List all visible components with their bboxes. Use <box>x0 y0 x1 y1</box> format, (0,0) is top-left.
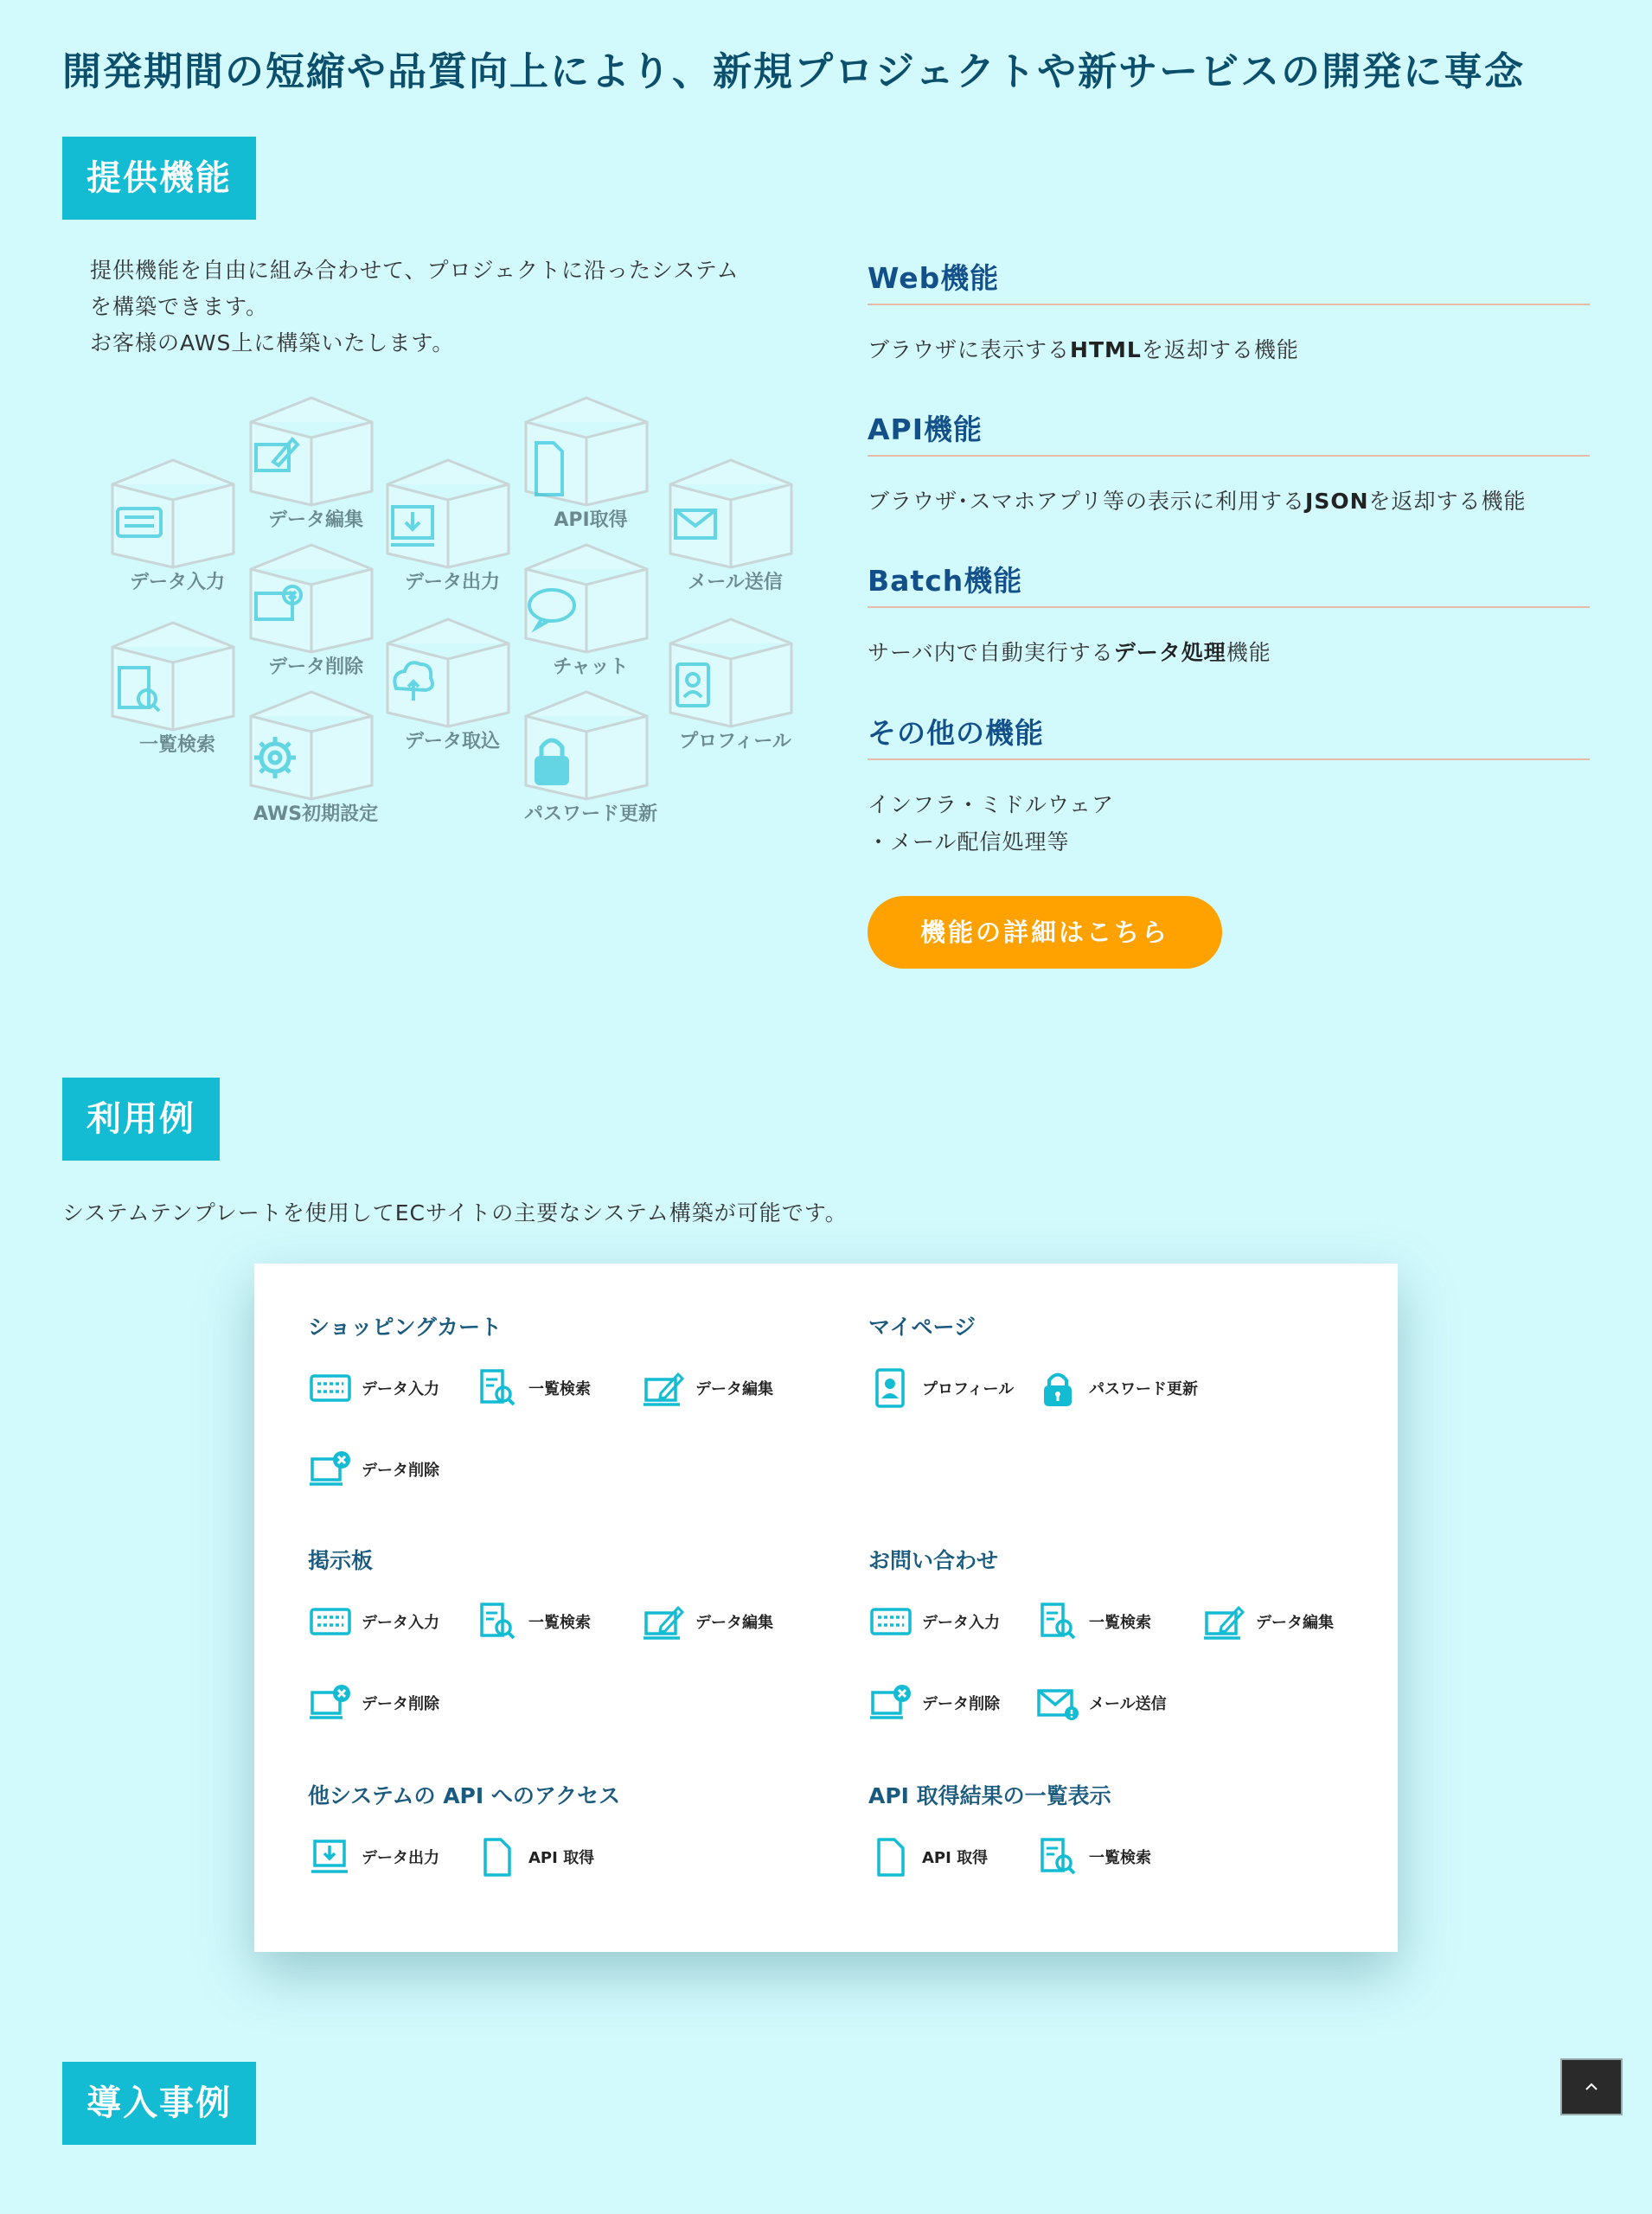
usage-item: データ編集 <box>1202 1596 1369 1648</box>
section-label-features: 提供機能 <box>62 137 256 220</box>
usage-group-external-api <box>308 1779 827 1912</box>
cube-mail-send <box>662 457 800 604</box>
document-icon <box>868 1836 913 1878</box>
usage-examples-card <box>254 1264 1398 1952</box>
usage-item: 一覧検索 <box>475 1362 642 1414</box>
feature-title: Batch機能 <box>868 559 1590 608</box>
cube-data-input <box>104 457 242 604</box>
usage-group-title: マイページ <box>868 1315 976 1340</box>
cube-profile <box>662 616 800 763</box>
intro-line: 提供機能を自由に組み合わせて、プロジェクトに沿ったシステム <box>90 258 740 283</box>
usage-item: データ入力 <box>868 1596 1035 1648</box>
cube-api-get <box>517 394 656 541</box>
usage-item: メール送信 <box>1035 1677 1202 1729</box>
cube-data-output <box>379 457 517 604</box>
feature-api <box>868 407 1590 520</box>
edit-icon <box>642 1601 687 1642</box>
section-label-cases: 導入事例 <box>62 2062 256 2145</box>
feature-description: ブラウザに表示するHTMLを返却する機能 <box>868 337 1299 362</box>
cube-label: AWS初期設定 <box>253 803 379 825</box>
usage-item: API 取得 <box>868 1831 1035 1883</box>
edit-icon <box>1202 1601 1247 1642</box>
usage-item: データ出力 <box>308 1831 475 1883</box>
keyboard-icon <box>308 1367 353 1409</box>
cube-data-edit <box>242 394 381 541</box>
usage-item: データ入力 <box>308 1362 475 1414</box>
delete-icon <box>308 1682 353 1724</box>
usage-description: システムテンプレートを使用してECサイトの主要なシステム構築が可能です。 <box>62 1200 848 1225</box>
page-headline: 開発期間の短縮や品質向上により、新規プロジェクトや新サービスの開発に専念 <box>62 48 1526 94</box>
document-icon <box>475 1836 520 1878</box>
usage-group-bulletin-board <box>308 1544 827 1758</box>
usage-group-title: 掲示板 <box>308 1548 374 1573</box>
usage-item: API 取得 <box>475 1831 642 1883</box>
usage-item: パスワード更新 <box>1035 1362 1202 1414</box>
cube-label: プロフィール <box>679 731 791 752</box>
usage-item: 一覧検索 <box>475 1596 642 1648</box>
search-list-icon <box>1035 1836 1080 1878</box>
keyboard-icon <box>308 1601 353 1642</box>
edit-icon <box>642 1367 687 1409</box>
cube-aws-setup <box>242 688 381 835</box>
usage-item: データ削除 <box>868 1677 1035 1729</box>
profile-icon <box>868 1367 913 1409</box>
usage-group-api-result-list <box>868 1779 1387 1912</box>
feature-title: その他の機能 <box>868 711 1590 760</box>
feature-description: インフラ・ミドルウェア ・メール配信処理等 <box>868 792 1115 854</box>
delete-icon <box>308 1449 353 1490</box>
cube-chat <box>517 541 656 688</box>
feature-title: Web機能 <box>868 256 1590 305</box>
mail-icon <box>1035 1682 1080 1724</box>
feature-description: サーバ内で自動実行するデータ処理機能 <box>868 640 1271 665</box>
lock-icon <box>1035 1367 1080 1409</box>
usage-group-title: お問い合わせ <box>868 1548 999 1573</box>
search-list-icon <box>475 1367 520 1409</box>
cube-label: データ取込 <box>404 731 500 752</box>
usage-item: 一覧検索 <box>1035 1596 1202 1648</box>
feature-web <box>868 256 1590 368</box>
cube-label: チャット <box>553 656 629 678</box>
delete-icon <box>868 1682 913 1724</box>
usage-item: データ編集 <box>642 1362 809 1414</box>
keyboard-icon <box>868 1601 913 1642</box>
cube-label: データ入力 <box>129 572 225 593</box>
cube-label: データ編集 <box>267 509 363 531</box>
feature-details-button[interactable]: 機能の詳細はこちら <box>868 896 1222 969</box>
usage-item: 一覧検索 <box>1035 1831 1202 1883</box>
search-list-icon <box>1035 1601 1080 1642</box>
cube-list-search <box>104 619 242 766</box>
usage-item: プロフィール <box>868 1362 1035 1414</box>
usage-group-contact <box>868 1544 1387 1758</box>
usage-item: データ削除 <box>308 1443 475 1495</box>
cube-label: データ出力 <box>404 572 500 593</box>
cube-label: API取得 <box>554 509 628 531</box>
feature-other <box>868 711 1590 861</box>
feature-cubes-illustration <box>104 394 813 861</box>
intro-line: お客様のAWS上に構築いたします。 <box>90 330 455 355</box>
feature-title: API機能 <box>868 407 1590 457</box>
cube-label: メール送信 <box>688 572 783 593</box>
intro-line: を構築できます。 <box>90 294 269 319</box>
section-label-usage: 利用例 <box>62 1078 220 1161</box>
chevron-up-icon <box>1562 2060 1621 2114</box>
cube-label: 一覧検索 <box>138 734 215 756</box>
usage-group-title: ショッピングカート <box>308 1315 503 1340</box>
download-icon <box>308 1836 353 1878</box>
usage-item: データ削除 <box>308 1677 475 1729</box>
usage-item: データ入力 <box>308 1596 475 1648</box>
usage-group-mypage <box>868 1310 1387 1443</box>
feature-description: ブラウザ･スマホアプリ等の表示に利用するJSONを返却する機能 <box>868 489 1527 514</box>
search-list-icon <box>475 1601 520 1642</box>
usage-group-shopping-cart <box>308 1310 827 1525</box>
features-intro <box>90 253 799 362</box>
usage-group-title: API 取得結果の一覧表示 <box>868 1783 1111 1808</box>
usage-item: データ編集 <box>642 1596 809 1648</box>
cube-data-delete <box>242 541 381 688</box>
cube-password-update <box>517 688 656 835</box>
usage-group-title: 他システムの API へのアクセス <box>308 1783 621 1808</box>
feature-batch <box>868 559 1590 671</box>
cube-data-import <box>379 616 517 763</box>
cube-label: パスワード更新 <box>523 803 657 825</box>
back-to-top-button[interactable] <box>1560 2058 1623 2115</box>
cube-label: データ削除 <box>267 656 363 678</box>
